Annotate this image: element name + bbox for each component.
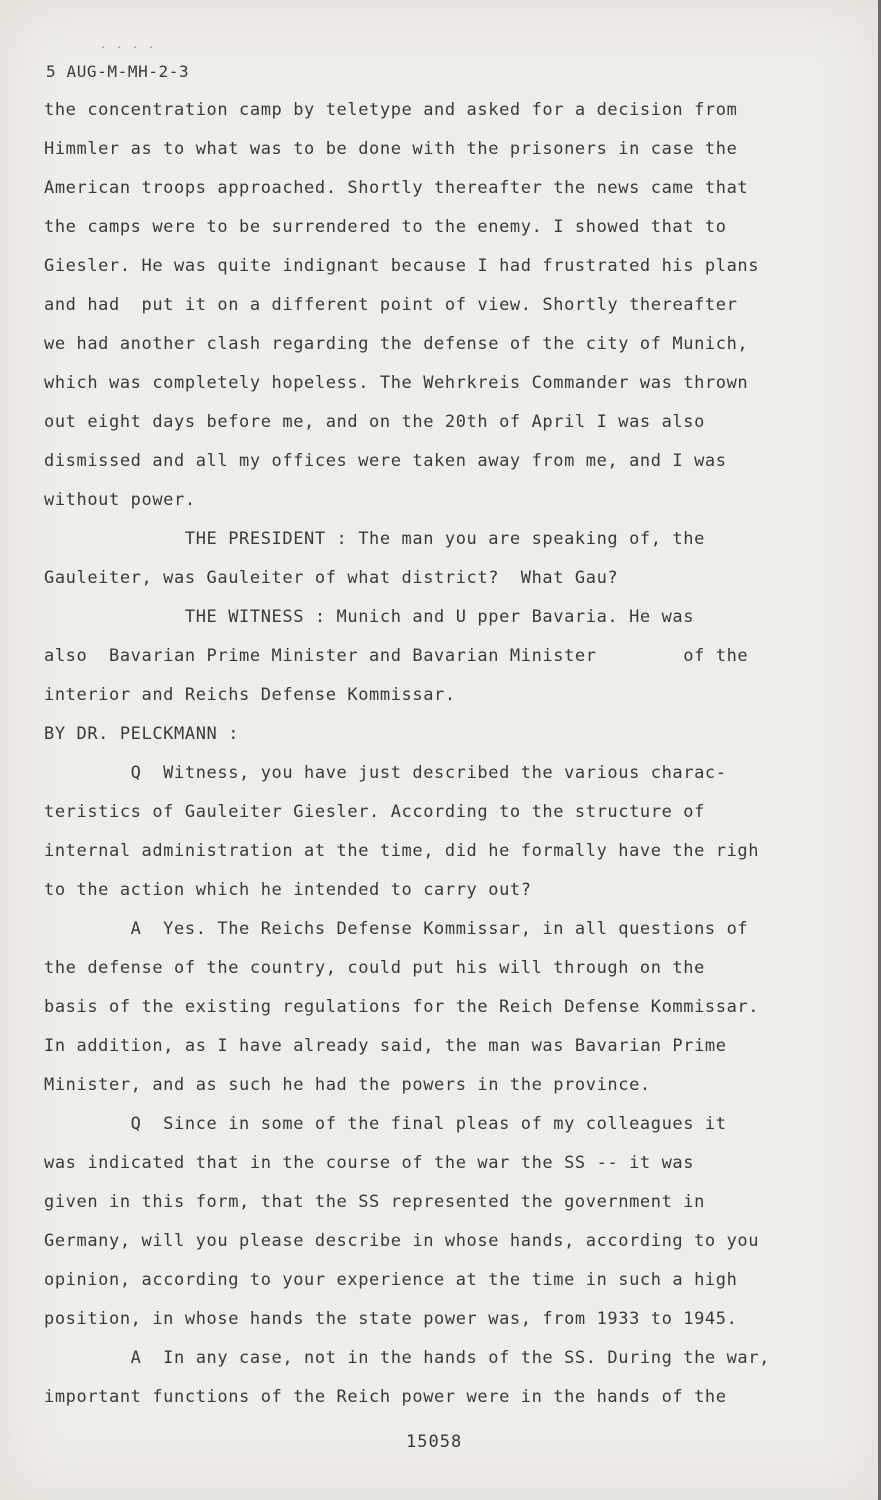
text-line: BY DR. PELCKMANN : (44, 724, 240, 744)
text-line: Q Since in some of the final pleas of my colleagues it (44, 1114, 727, 1134)
text-line: which was completely hopeless. The Wehrkreis Commander was thrown (44, 373, 749, 393)
text-line: dismissed and all my offices were taken away from me, and I was (44, 451, 727, 471)
text-line: A Yes. The Reichs Defense Kommissar, in all questions of (44, 919, 749, 939)
page-header: 5 AUG-M-MH-2-3 (46, 62, 190, 81)
text-line: American troops approached. Shortly thereafter the news came that (44, 178, 749, 198)
text-line: basis of the existing regulations for the Reich Defense Kommissar. (44, 997, 760, 1017)
text-line: THE WITNESS : Munich and U pper Bavaria. He was (44, 607, 695, 627)
text-line: without power. (44, 490, 196, 510)
text-line: Germany, will you please describe in whose hands, according to you (44, 1231, 760, 1251)
text-line: teristics of Gauleiter Giesler. According to the structure of (44, 802, 705, 822)
text-line: Giesler. He was quite indignant because I had frustrated his plans (44, 256, 760, 276)
text-line: A In any case, not in the hands of the SS. During the war, (44, 1348, 770, 1368)
text-line: the camps were to be surrendered to the enemy. I showed that to (44, 217, 727, 237)
text-line: was indicated that in the course of the war the SS -- it was (44, 1153, 695, 1173)
text-line: the concentration camp by teletype and asked for a decision from (44, 100, 738, 120)
text-line: out eight days before me, and on the 20th of April I was also (44, 412, 705, 432)
text-line: Gauleiter, was Gauleiter of what district? What Gau? (44, 568, 619, 588)
text-line: THE PRESIDENT : The man you are speaking of, the (44, 529, 705, 549)
text-line: important functions of the Reich power were in the hands of the (44, 1387, 727, 1407)
text-line: Himmler as to what was to be done with the prisoners in case the (44, 139, 738, 159)
text-line: In addition, as I have already said, the man was Bavarian Prime (44, 1036, 727, 1056)
text-line: Q Witness, you have just described the various charac- (44, 763, 727, 783)
page-number: 15058 (406, 1432, 463, 1452)
text-line: the defense of the country, could put his will through on the (44, 958, 705, 978)
text-line: Minister, and as such he had the powers in the province. (44, 1075, 651, 1095)
text-line: also Bavarian Prime Minister and Bavarian Minister of the (44, 646, 749, 666)
text-line: position, in whose hands the state power was, from 1933 to 1945. (44, 1309, 738, 1329)
text-line: to the action which he intended to carry out? (44, 880, 532, 900)
text-line: interior and Reichs Defense Kommissar. (44, 685, 456, 705)
punch-marks: .... (100, 40, 165, 51)
text-line: opinion, according to your experience at the time in such a high (44, 1270, 738, 1290)
text-line: internal administration at the time, did he formally have the righ (44, 841, 760, 861)
text-line: and had put it on a different point of view. Shortly thereafter (44, 295, 738, 315)
text-line: given in this form, that the SS represented the government in (44, 1192, 705, 1212)
text-line: we had another clash regarding the defense of the city of Munich, (44, 334, 749, 354)
